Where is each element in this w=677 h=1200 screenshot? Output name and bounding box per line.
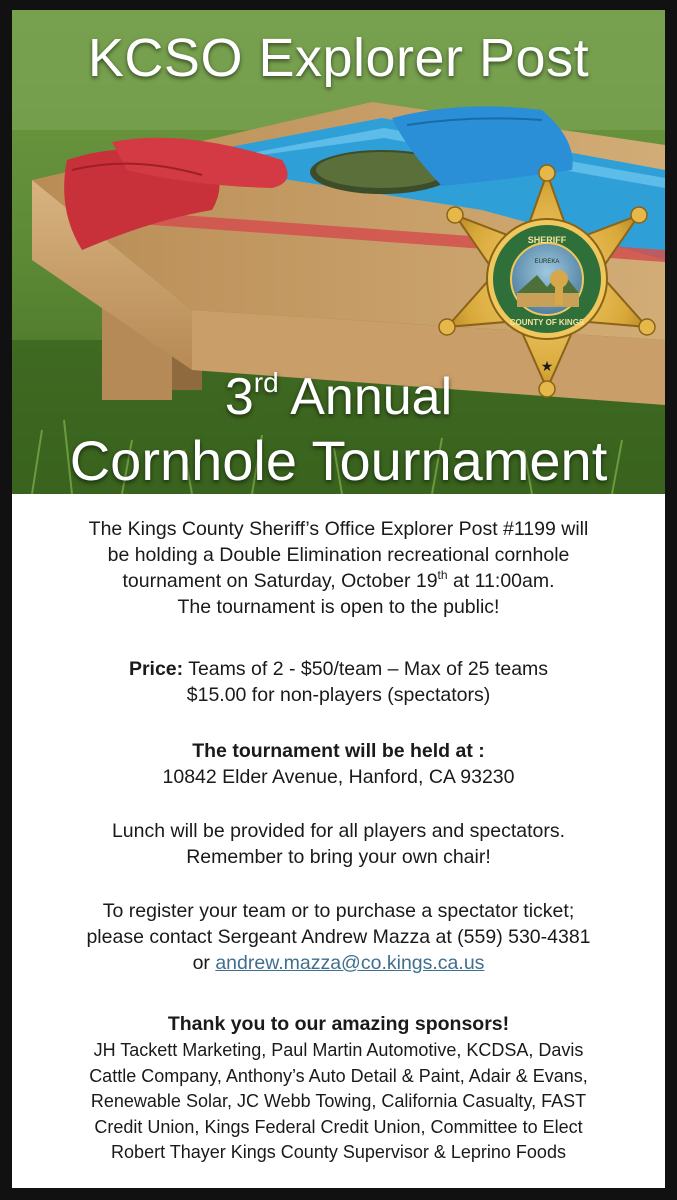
register-email-line: or andrew.mazza@co.kings.ca.us <box>192 952 485 974</box>
headline-tournament: Cornhole Tournament <box>69 429 608 492</box>
register-line: To register your team or to purchase a spectator ticket; <box>102 900 575 922</box>
lunch-section <box>12 818 665 870</box>
sponsors-line: Credit Union, Kings Federal Credit Union, Committee to Elect <box>94 1116 583 1137</box>
price-label: Price: <box>128 658 184 680</box>
intro-line: The Kings County Sheriff’s Office Explorer Post #1199 will <box>88 518 589 540</box>
email-link[interactable]: andrew.mazza@co.kings.ca.us <box>215 952 485 974</box>
svg-text:★: ★ <box>540 358 554 374</box>
location-address: 10842 Elder Avenue, Hanford, CA 93230 <box>162 766 515 788</box>
lunch-line: Remember to bring your own chair! <box>186 846 491 868</box>
intro-line: The tournament is open to the public! <box>177 596 500 618</box>
sponsors-heading: Thank you to our amazing sponsors! <box>167 1013 510 1035</box>
price-section <box>12 656 665 708</box>
lunch-line: Lunch will be provided for all players and spectators. <box>111 820 566 842</box>
price-line: Price: Teams of 2 - $50/team – Max of 25 teams <box>128 658 549 680</box>
location-heading: The tournament will be held at : <box>192 740 485 762</box>
svg-text:EUREKA: EUREKA <box>534 259 560 265</box>
sponsors-line: JH Tackett Marketing, Paul Martin Automotive, KCDSA, Davis <box>93 1040 584 1060</box>
register-line: please contact Sergeant Andrew Mazza at (559) 530-4381 <box>86 926 591 948</box>
sponsors-section <box>12 1010 665 1166</box>
location-section <box>12 738 665 790</box>
sponsors-line: Robert Thayer Kings County Supervisor & Leprino Foods <box>111 1142 566 1162</box>
intro-paragraph <box>12 516 665 620</box>
intro-date-line: tournament on Saturday, October 19th at 11:00am. <box>122 568 555 592</box>
hero-image <box>12 10 665 494</box>
sponsors-line: Renewable Solar, JC Webb Towing, California Casualty, FAST <box>90 1091 587 1111</box>
spectator-price: $15.00 for non-players (spectators) <box>186 684 491 706</box>
poster-body <box>12 494 665 1188</box>
poster-title: KCSO Explorer Post <box>87 28 590 88</box>
intro-line: be holding a Double Elimination recreational cornhole <box>107 544 570 566</box>
svg-text:SHERIFF: SHERIFF <box>527 235 567 245</box>
register-section <box>12 898 665 976</box>
sponsors-line: Cattle Company, Anthony’s Auto Detail & Paint, Adair & Evans, <box>89 1065 588 1086</box>
headline-annual: 3rd Annual <box>224 367 453 426</box>
svg-text:COUNTY OF KINGS: COUNTY OF KINGS <box>509 318 585 327</box>
